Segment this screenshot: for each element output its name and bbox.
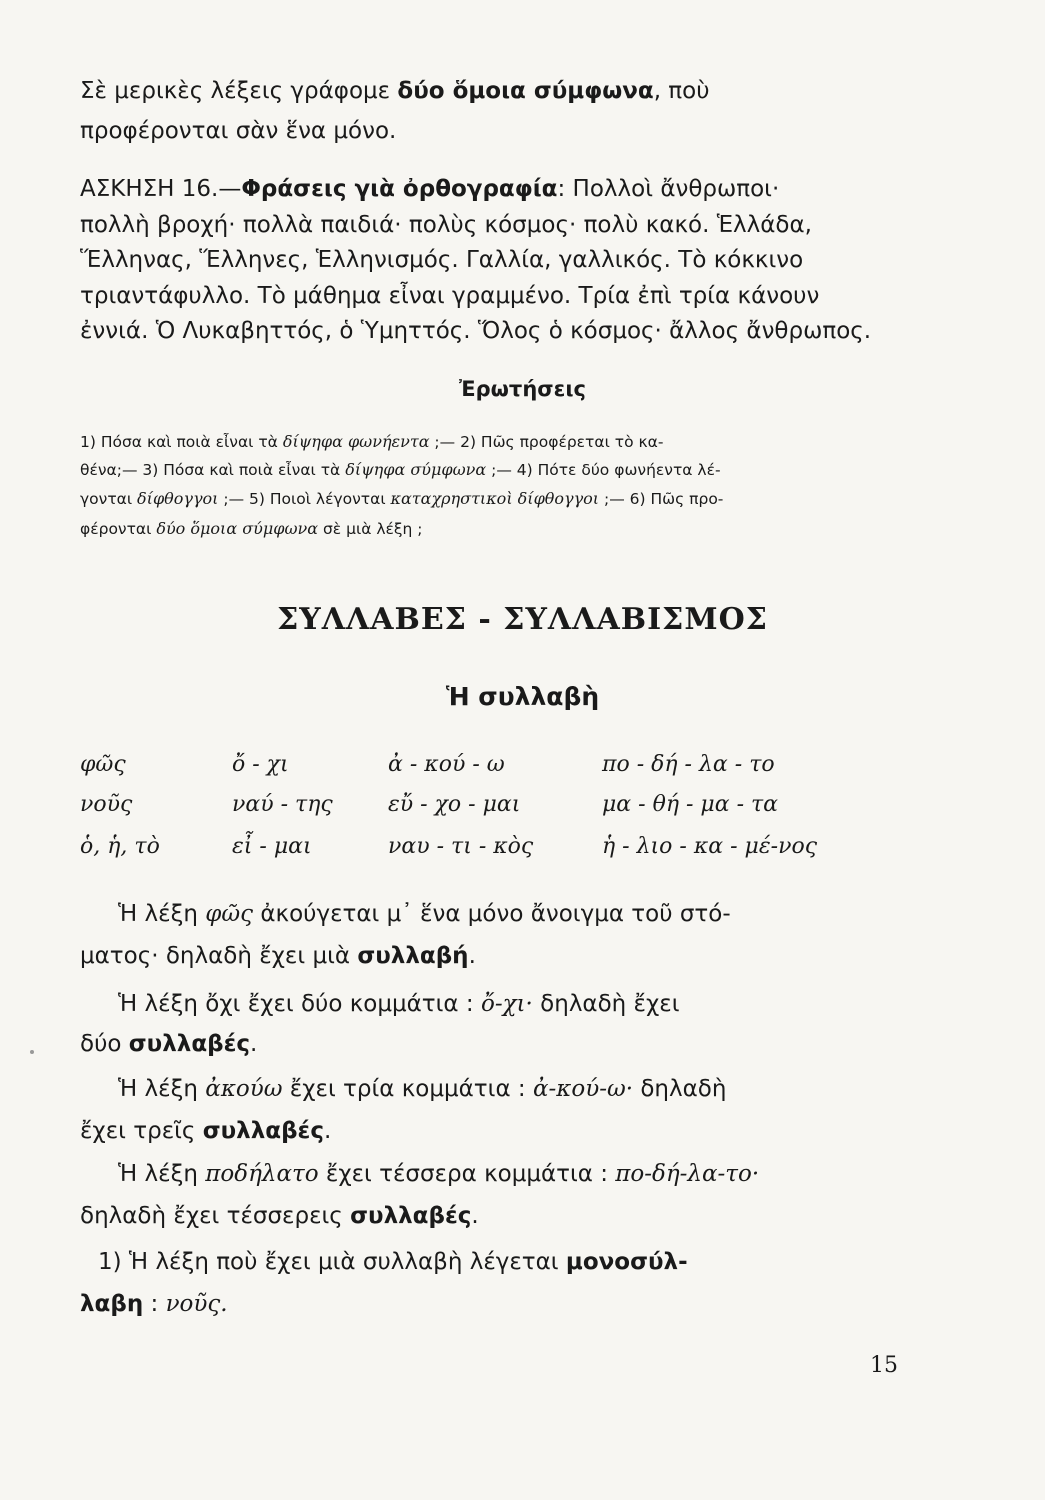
syllable-cell: ναύ - της: [232, 792, 333, 817]
section-title: ΣΥΛΛΑΒΕΣ - ΣΥΛΛΑΒΙΣΜΟΣ: [277, 602, 768, 637]
q-term: δίψηφα σύμφωνα: [345, 460, 487, 479]
p-text: ἀκούγεται μ᾽ ἕνα μόνο ἄνοιγμα τοῦ στό-: [253, 901, 731, 927]
page-number: 15: [870, 1353, 898, 1378]
p-text: Ἡ λέξη ὄχι ἔχει δύο κομμάτια :: [118, 991, 481, 1017]
exercise-16-line-2: πολλὴ βροχή· πολλὰ παιδιά· πολὺς κόσμος· πολὺ κακό. Ἑλλάδα,: [80, 212, 812, 238]
p-term: ποδήλατο: [205, 1161, 319, 1187]
exercise-16-line-4: τριαντάφυλλο. Τὸ μάθημα εἶναι γραμμένο. Τρία ἐπὶ τρία κάνουν: [80, 283, 820, 309]
paragraph-3-line-1: [118, 1072, 726, 1106]
exercise-label: ΑΣΚΗΣΗ 16.—: [80, 176, 242, 202]
paragraph-1-line-2: [80, 939, 476, 973]
q-term: δίφθογγοι: [137, 489, 219, 508]
syllable-cell: ὁ, ἡ, τὸ: [80, 834, 160, 859]
intro-text: Σὲ μερικὲς λέξεις γράφομε: [80, 78, 398, 104]
p-text: .: [323, 1118, 332, 1144]
p-text: ἔχει τρία κομμάτια :: [282, 1076, 533, 1102]
p-bold: συλλαβές: [128, 1031, 251, 1057]
ink-speck: [30, 1050, 34, 1054]
exercise-text: : Πολλοὶ ἄνθρωποι·: [557, 176, 780, 202]
question-line-4: [80, 515, 423, 543]
question-line-1: [80, 428, 663, 456]
q-text: γονται: [80, 490, 138, 508]
syllable-row: [80, 752, 960, 788]
questions-heading: Ἐρωτήσεις: [459, 377, 586, 401]
section-subtitle: Ἡ συλλαβὴ: [445, 682, 600, 711]
p-bold: συλλαβές: [202, 1118, 324, 1144]
syllable-cell: φῶς: [80, 752, 126, 777]
question-line-2: [80, 456, 721, 484]
paragraph-1-line-1: [118, 897, 731, 931]
intro-bold-term: δύο ὅμοια σύμφωνα: [397, 78, 654, 104]
q-text: 1) Πόσα καὶ ποιὰ εἶναι τὰ: [80, 433, 283, 451]
q-text: ;— 2) Πῶς προφέρεται τὸ κα-: [429, 433, 664, 451]
syllable-cell: εἶ - μαι: [232, 834, 312, 859]
q-term: δίψηφα φωνήεντα: [282, 432, 430, 451]
question-line-3: [80, 485, 723, 513]
q-term: δύο ὅμοια σύμφωνα: [156, 519, 319, 538]
paragraph-2-line-1: [118, 987, 679, 1021]
p-text: 1) Ἡ λέξη ποὺ ἔχει μιὰ συλλαβὴ λέγεται: [98, 1249, 566, 1275]
q-text: ;— 5) Ποιοὶ λέγονται: [218, 490, 391, 508]
p-term: φῶς: [205, 901, 254, 927]
p-text: δηλαδὴ ἔχει: [532, 991, 680, 1017]
q-text: φέρονται: [80, 520, 157, 538]
p-text: δηλαδὴ: [633, 1076, 727, 1102]
q-text: θένα;— 3) Πόσα καὶ ποιὰ εἶναι τὰ: [80, 461, 346, 479]
p-bold: λαβη: [80, 1291, 144, 1317]
syllable-row: [80, 792, 960, 828]
syllable-cell: ναυ - τι - κὸς: [388, 834, 534, 859]
q-term: καταχρηστικοὶ δίφθογγοι: [390, 489, 600, 508]
syllable-cell: εὔ - χο - μαι: [388, 792, 521, 817]
p-text: .: [250, 1031, 258, 1057]
syllable-cell: ὄ - χι: [232, 752, 289, 777]
p-text: δηλαδὴ ἔχει τέσσερεις: [80, 1203, 351, 1229]
p-bold: συλλαβή: [357, 943, 469, 969]
syllable-cell: μα - θή - μα - τα: [602, 792, 779, 817]
exercise-title: Φράσεις γιὰ ὀρθογραφία: [241, 176, 558, 202]
paragraph-3-line-2: [80, 1114, 331, 1148]
paragraph-5-line-1: [98, 1245, 688, 1279]
p-text: δύο: [80, 1031, 129, 1057]
exercise-16-line-5: ἐννιά. Ὁ Λυκαβηττός, ὁ Ὑμηττός. Ὅλος ὁ κόσμος· ἄλλος ἄνθρωπος.: [80, 318, 872, 344]
exercise-16-line-3: Ἕλληνας, Ἕλληνες, Ἑλληνισμός. Γαλλία, γαλλικός. Τὸ κόκκινο: [80, 247, 804, 273]
p-term: πο-δή-λα-το·: [615, 1161, 760, 1187]
p-text: Ἡ λέξη: [118, 1076, 206, 1102]
intro-line-2: προφέρονται σὰν ἕνα μόνο.: [80, 118, 397, 144]
p-text: .: [471, 1203, 479, 1229]
p-term: ἀ-κού-ω·: [532, 1076, 634, 1102]
p-text: .: [468, 943, 476, 969]
intro-line-1: [80, 74, 710, 108]
p-bold: μονοσύλ-: [565, 1249, 688, 1275]
p-term: νοῦς.: [165, 1291, 228, 1317]
syllable-cell: ἡ - λιο - κα - μέ-νος: [602, 834, 818, 859]
p-text: ἔχει τρεῖς: [80, 1118, 203, 1144]
paragraph-2-line-2: [80, 1027, 257, 1061]
syllable-cell: ἀ - κού - ω: [388, 752, 505, 777]
syllable-row: [80, 834, 960, 870]
paragraph-4-line-1: [118, 1157, 759, 1191]
p-term: ὄ-χι·: [480, 991, 533, 1017]
p-text: :: [143, 1291, 166, 1317]
q-text: ;— 4) Πότε δύο φωνήεντα λέ-: [486, 461, 721, 479]
paragraph-4-line-2: [80, 1199, 479, 1233]
paragraph-5-line-2: [80, 1287, 228, 1321]
q-text: ;— 6) Πῶς προ-: [599, 490, 724, 508]
p-term: ἀκούω: [205, 1076, 283, 1102]
exercise-16-line-1: [80, 172, 779, 206]
q-text: σὲ μιὰ λέξη ;: [318, 520, 423, 538]
p-text: ἔχει τέσσερα κομμάτια :: [318, 1161, 616, 1187]
p-bold: συλλαβές: [350, 1203, 472, 1229]
intro-text-end: , ποὺ: [653, 78, 710, 104]
syllable-cell: νοῦς: [80, 792, 133, 817]
p-text: ματος· δηλαδὴ ἔχει μιὰ: [80, 943, 358, 969]
p-text: Ἡ λέξη: [118, 901, 206, 927]
syllable-cell: πο - δή - λα - το: [602, 752, 775, 777]
p-text: Ἡ λέξη: [118, 1161, 206, 1187]
